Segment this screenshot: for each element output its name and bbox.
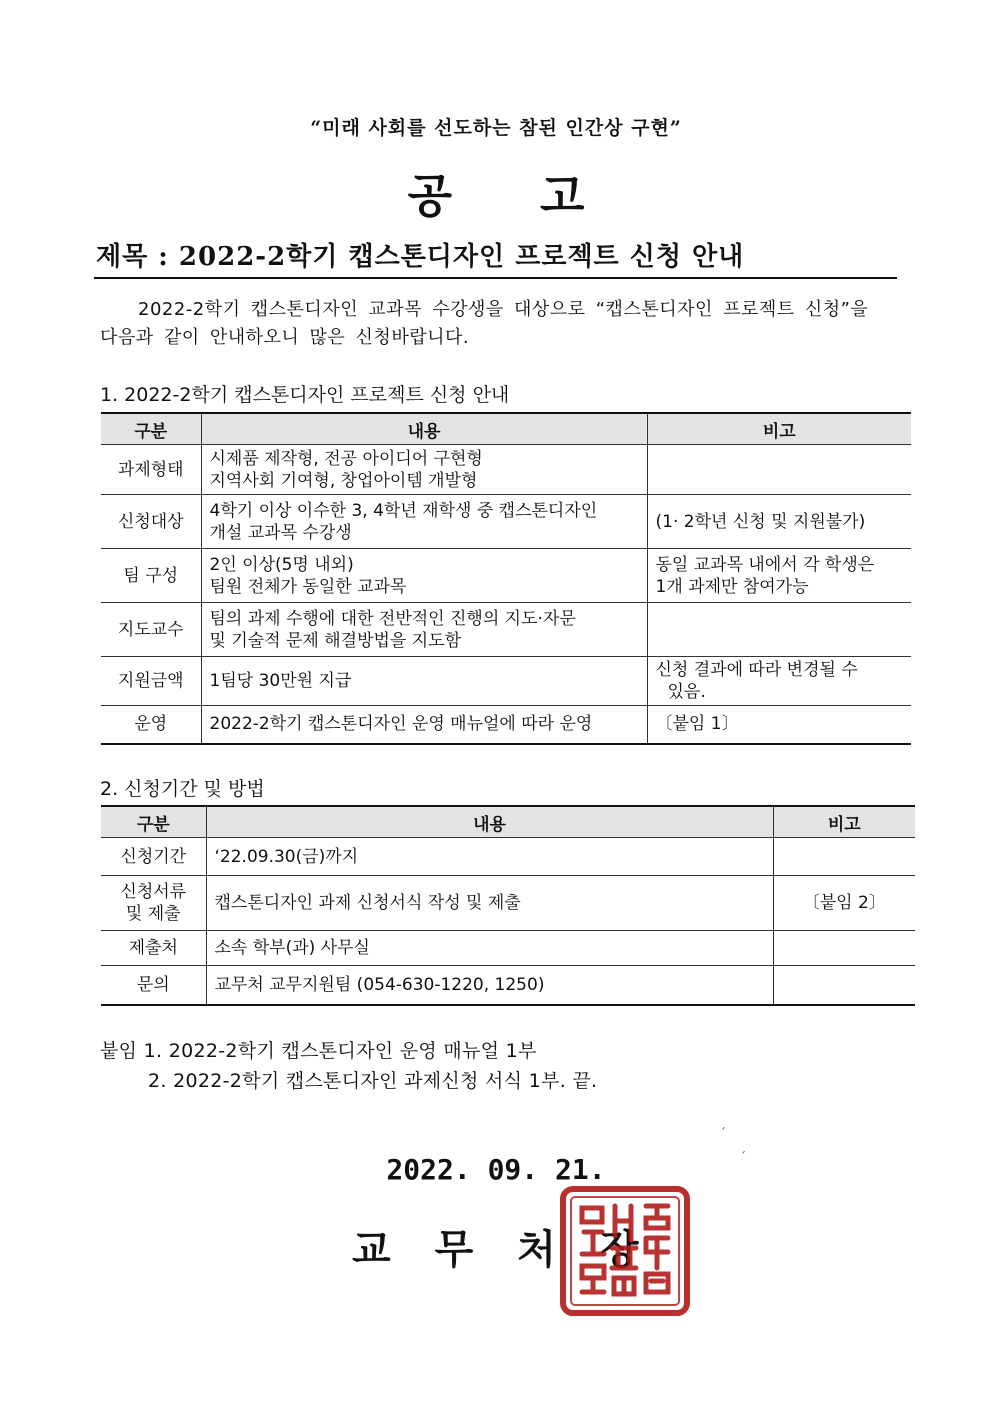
note-line: 1개 과제만 참여가능 bbox=[655, 576, 809, 597]
row-category bbox=[101, 931, 206, 966]
table-row bbox=[101, 549, 911, 603]
content-line: 시제품 제작형, 전공 아이디어 구현형 bbox=[209, 448, 483, 469]
row-category bbox=[101, 966, 206, 1005]
row-content bbox=[201, 603, 647, 657]
content-line: 팀의 과제 수행에 대한 전반적인 진행의 지도·자문 bbox=[209, 608, 576, 629]
row-note: 〔붙임 2〕 bbox=[773, 876, 915, 931]
row-category: 운영 bbox=[101, 706, 201, 744]
note-line: 〔붙임 1〕 bbox=[655, 714, 739, 735]
content-line: 지역사회 기여형, 창업아이템 개발형 bbox=[209, 470, 478, 491]
category-line: 문의 bbox=[136, 974, 170, 995]
row-content bbox=[201, 657, 647, 706]
content-line: 개설 교과목 수강생 bbox=[209, 522, 352, 543]
row-category bbox=[101, 838, 206, 876]
intro-line-2: 다음과 같이 안내하오니 많은 신청바랍니다. bbox=[100, 327, 470, 348]
official-seal-stamp-icon bbox=[560, 1186, 690, 1316]
row-note bbox=[647, 549, 911, 603]
row-content: 캡스톤디자인 과제 신청서식 작성 및 제출 bbox=[206, 876, 773, 931]
row-category: 과제형태 bbox=[101, 445, 201, 495]
row-note bbox=[647, 603, 911, 657]
table-row bbox=[101, 445, 911, 495]
note-line: 동일 교과목 내에서 각 학생은 bbox=[655, 554, 875, 575]
issuer-name: 교무처장 bbox=[352, 1226, 683, 1273]
row-content: ‘22.09.30(금)까지 bbox=[206, 838, 773, 876]
category-line: 제출처 bbox=[128, 938, 178, 958]
table-row bbox=[101, 495, 911, 549]
stray-mark: ˊ bbox=[740, 1150, 746, 1164]
application-method-table bbox=[101, 805, 915, 1006]
row-note bbox=[647, 445, 911, 495]
category-line: 및 제출 bbox=[125, 904, 181, 924]
table-header-row bbox=[101, 806, 915, 838]
table-row bbox=[101, 657, 911, 706]
row-category: 팀 구성 bbox=[101, 549, 201, 603]
row-content: 교무처 교무지원팀 (054-630-1220, 1250) bbox=[206, 966, 773, 1005]
intro-line-1: 2022-2학기 캡스톤디자인 교과목 수강생을 대상으로 “캡스톤디자인 프로젝트 신청”을 bbox=[138, 299, 869, 320]
row-category: 지도교수 bbox=[101, 603, 201, 657]
notice-subject: 제목 : 2022-2학기 캡스톤디자인 프로젝트 신청 안내 bbox=[96, 242, 745, 272]
header-note: 비고 bbox=[773, 806, 915, 838]
row-note bbox=[773, 966, 915, 1005]
row-content: 소속 학부(과) 사무실 bbox=[206, 931, 773, 966]
attachment-line-2: 2. 2022-2학기 캡스톤디자인 과제신청 서식 1부. 끝. bbox=[148, 1070, 598, 1092]
row-note bbox=[647, 657, 911, 706]
content-line: 2022-2학기 캡스톤디자인 운영 매뉴얼에 따라 운영 bbox=[209, 714, 593, 735]
table-header-row bbox=[101, 413, 911, 445]
row-note bbox=[773, 931, 915, 966]
header-content: 내용 bbox=[201, 413, 647, 445]
note-line: (1· 2학년 신청 및 지원불가) bbox=[655, 511, 866, 532]
note-line: 있음. bbox=[667, 682, 706, 702]
notice-heading: 공고 bbox=[407, 169, 673, 223]
row-note bbox=[647, 495, 911, 549]
content-line: 2인 이상(5명 내외) bbox=[209, 554, 354, 575]
row-content bbox=[201, 445, 647, 495]
header-category: 구분 bbox=[101, 806, 206, 838]
header-content: 내용 bbox=[206, 806, 773, 838]
stray-mark: ˊ bbox=[720, 1126, 726, 1140]
attachment-line-1: 붙임 1. 2022-2학기 캡스톤디자인 운영 매뉴얼 1부 bbox=[100, 1040, 537, 1062]
content-line: 및 기술적 문제 해결방법을 지도함 bbox=[209, 630, 462, 651]
content-line: 팀원 전체가 동일한 교과목 bbox=[209, 576, 407, 597]
table-row bbox=[101, 706, 911, 744]
row-note bbox=[647, 706, 911, 744]
attachments bbox=[100, 1036, 597, 1096]
table-row bbox=[101, 838, 915, 876]
row-note bbox=[773, 838, 915, 876]
intro-paragraph bbox=[100, 296, 894, 352]
row-content bbox=[201, 706, 647, 744]
table-row bbox=[101, 876, 915, 931]
category-line: 신청기간 bbox=[120, 846, 187, 867]
category-line: 신청서류 bbox=[120, 882, 187, 902]
header-note: 비고 bbox=[647, 413, 911, 445]
row-category bbox=[101, 876, 206, 931]
row-category: 신청대상 bbox=[101, 495, 201, 549]
issue-date: 2022. 09. 21. bbox=[386, 1153, 606, 1186]
subject-underline bbox=[94, 277, 897, 279]
section-2-title: 2. 신청기간 및 방법 bbox=[100, 778, 265, 800]
table-row bbox=[101, 931, 915, 966]
table-row bbox=[101, 966, 915, 1005]
note-line: 신청 결과에 따라 변경될 수 bbox=[655, 660, 858, 680]
row-content bbox=[201, 495, 647, 549]
section-1-title: 1. 2022-2학기 캡스톤디자인 프로젝트 신청 안내 bbox=[100, 384, 510, 406]
table-row bbox=[101, 603, 911, 657]
header-category: 구분 bbox=[101, 413, 201, 445]
row-category: 지원금액 bbox=[101, 657, 201, 706]
slogan: “미래 사회를 선도하는 참된 인간상 구현” bbox=[310, 117, 682, 139]
content-line: 1팀당 30만원 지급 bbox=[209, 671, 352, 691]
row-content bbox=[201, 549, 647, 603]
application-info-table bbox=[101, 412, 911, 745]
content-line: 4학기 이상 이수한 3, 4학년 재학생 중 캡스톤디자인 bbox=[209, 500, 598, 521]
